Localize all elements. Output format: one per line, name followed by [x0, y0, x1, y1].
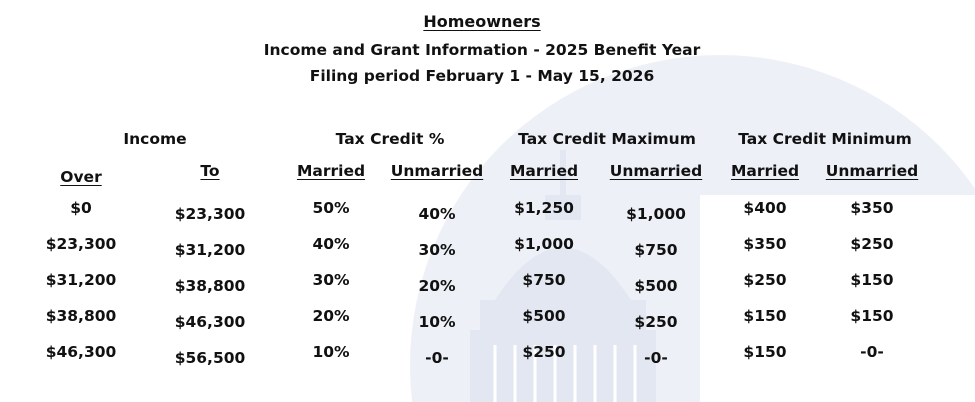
- table-cell-pct-unmarried: 40%: [418, 205, 456, 223]
- filing-period: Filing period February 1 - May 15, 2026: [309, 67, 655, 85]
- table-cell-max-unmarried: $750: [634, 241, 678, 259]
- table-cell-over: $38,800: [45, 307, 117, 325]
- group-header-tax-credit-maximum: Tax Credit Maximum: [518, 130, 696, 148]
- column-header-min-married: Married: [730, 162, 800, 180]
- table-cell-pct-married: 10%: [312, 343, 350, 361]
- column-header-max-married: Married: [509, 162, 579, 180]
- table-cell-pct-unmarried: 30%: [418, 241, 456, 259]
- table-cell-min-married: $350: [743, 235, 787, 253]
- table-cell-max-unmarried: $500: [634, 277, 678, 295]
- table-cell-pct-unmarried: -0-: [425, 349, 449, 367]
- table-cell-max-married: $1,000: [514, 235, 574, 253]
- column-header-over: Over: [60, 168, 102, 186]
- table-cell-min-unmarried: $250: [850, 235, 894, 253]
- table-cell-to: $31,200: [174, 241, 246, 259]
- column-header-min-unmarried: Unmarried: [825, 162, 919, 180]
- table-cell-max-unmarried: -0-: [644, 349, 668, 367]
- table-cell-pct-married: 30%: [312, 271, 350, 289]
- table-cell-min-married: $400: [743, 199, 787, 217]
- page-title: Homeowners: [423, 12, 541, 31]
- table-cell-pct-married: 50%: [312, 199, 350, 217]
- table-cell-pct-married: 20%: [312, 307, 350, 325]
- table-cell-over: $0: [70, 199, 92, 217]
- table-cell-to: $46,300: [174, 313, 246, 331]
- table-cell-max-married: $250: [522, 343, 566, 361]
- table-cell-min-unmarried: -0-: [860, 343, 884, 361]
- table-cell-over: $46,300: [45, 343, 117, 361]
- table-cell-min-married: $250: [743, 271, 787, 289]
- table-cell-over: $31,200: [45, 271, 117, 289]
- table-cell-max-married: $500: [522, 307, 566, 325]
- table-cell-pct-unmarried: 10%: [418, 313, 456, 331]
- table-cell-min-unmarried: $350: [850, 199, 894, 217]
- group-header-tax-credit-minimum: Tax Credit Minimum: [738, 130, 912, 148]
- table-cell-min-married: $150: [743, 343, 787, 361]
- column-header-to: To: [200, 162, 220, 180]
- column-header-max-unmarried: Unmarried: [609, 162, 703, 180]
- table-cell-max-married: $750: [522, 271, 566, 289]
- table-cell-to: $23,300: [174, 205, 246, 223]
- table-cell-pct-unmarried: 20%: [418, 277, 456, 295]
- table-cell-min-married: $150: [743, 307, 787, 325]
- table-cell-max-unmarried: $1,000: [626, 205, 686, 223]
- column-header-pct-married: Married: [296, 162, 366, 180]
- group-header-income: Income: [123, 130, 187, 148]
- table-cell-to: $56,500: [174, 349, 246, 367]
- group-header-tax-credit-percent: Tax Credit %: [335, 130, 445, 148]
- column-header-pct-unmarried: Unmarried: [390, 162, 484, 180]
- table-cell-to: $38,800: [174, 277, 246, 295]
- table-cell-max-married: $1,250: [514, 199, 574, 217]
- table-cell-min-unmarried: $150: [850, 307, 894, 325]
- table-cell-min-unmarried: $150: [850, 271, 894, 289]
- table-cell-over: $23,300: [45, 235, 117, 253]
- table-cell-max-unmarried: $250: [634, 313, 678, 331]
- page-subtitle: Income and Grant Information - 2025 Benefit Year: [263, 41, 701, 59]
- table-cell-pct-married: 40%: [312, 235, 350, 253]
